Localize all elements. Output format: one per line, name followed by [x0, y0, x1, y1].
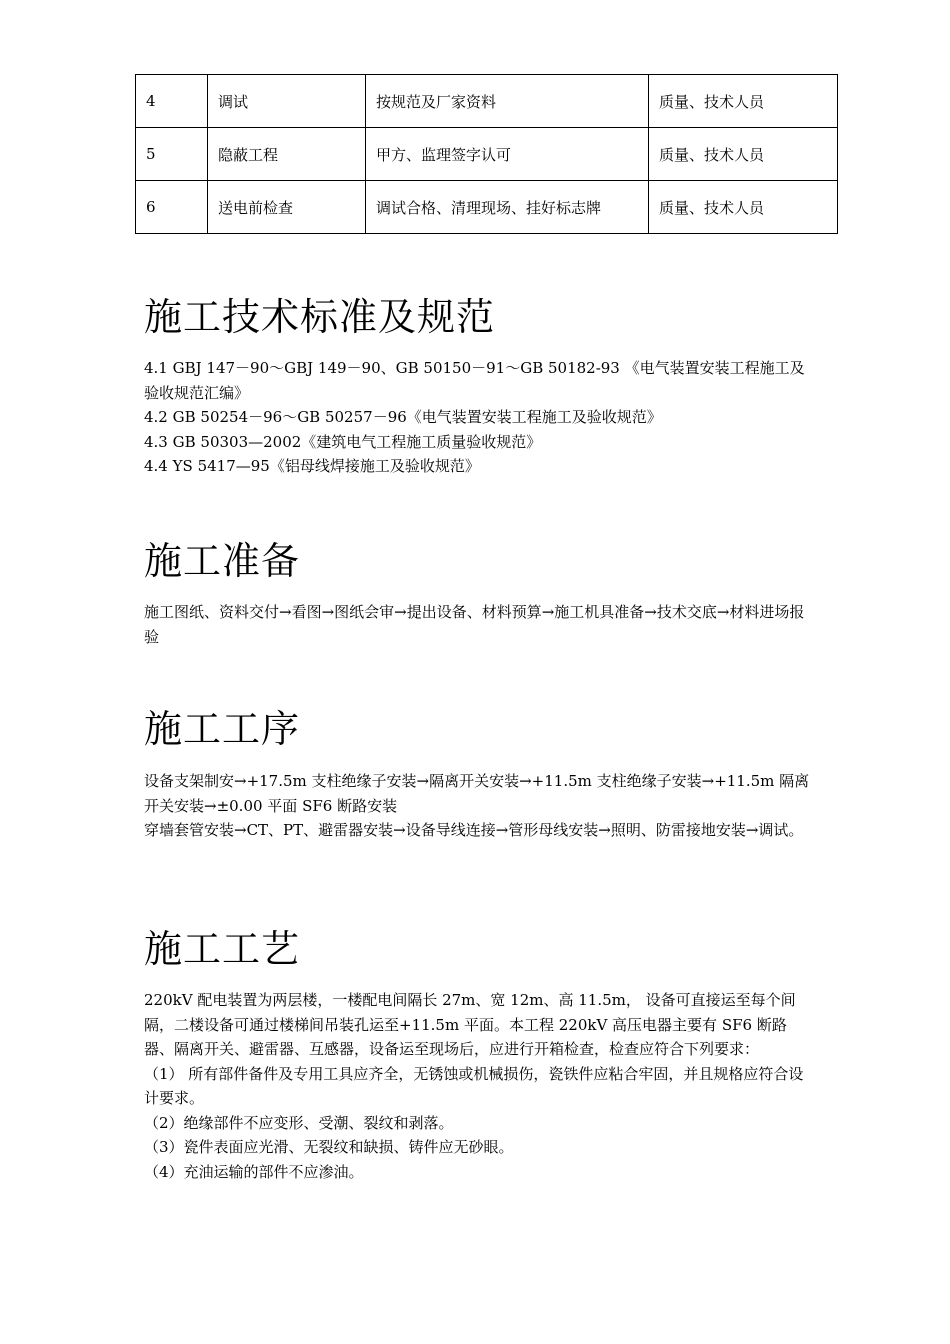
paragraph: 设备支架制安→+17.5m 支柱绝缘子安装→隔离开关安装→+11.5m 支柱绝缘子安装→+11.5m 隔离开关安装→±0.00 平面 SF6 断路安装	[144, 772, 810, 815]
section-heading-preparation: 施工准备	[144, 539, 301, 583]
table-row	[136, 181, 838, 234]
standard-item: 4.3 GB 50303—2002《建筑电气工程施工质量验收规范》	[144, 432, 542, 451]
requirement-item: （3）瓷件表面应光滑、无裂纹和缺损、铸件应无砂眼。	[144, 1138, 514, 1156]
table-cell: 6	[136, 181, 208, 234]
standard-item: 4.2 GB 50254－96～GB 50257－96《电气装置安装工程施工及验收规范》	[144, 408, 662, 426]
section-heading-process: 施工工艺	[144, 927, 301, 971]
table-row	[136, 128, 838, 181]
preparation-text	[144, 600, 810, 649]
table-row	[136, 75, 838, 128]
table-cell: 4	[136, 75, 208, 128]
paragraph: 施工图纸、资料交付→看图→图纸会审→提出设备、材料预算→施工机具准备→技术交底→材料进场报验	[144, 603, 805, 646]
process-text	[144, 988, 810, 1184]
table-cell: 送电前检查	[208, 181, 366, 234]
table-cell: 调试合格、清理现场、挂好标志牌	[366, 181, 649, 234]
section-heading-standards: 施工技术标准及规范	[144, 295, 496, 339]
table-cell: 隐蔽工程	[208, 128, 366, 181]
table-cell: 质量、技术人员	[649, 128, 838, 181]
standard-item: 4.4 YS 5417—95《铝母线焊接施工及验收规范》	[144, 457, 480, 475]
table-cell: 5	[136, 128, 208, 181]
standard-item: 4.1 GBJ 147－90～GBJ 149－90、GB 50150－91～GB 50182-93 《电气装置安装工程施工及验收规范汇编》	[144, 359, 805, 402]
section-heading-procedure: 施工工序	[144, 707, 301, 751]
procedure-text	[144, 769, 810, 843]
standards-list	[144, 356, 810, 479]
requirement-item: （1） 所有部件备件及专用工具应齐全，无锈蚀或机械损伤，瓷铁件应粘合牢固，并且规格应符合设计要求。	[144, 1064, 804, 1107]
paragraph: 220kV 配电装置为两层楼，一楼配电间隔长 27m、宽 12m、高 11.5m， 设备可直接运至每个间隔，二楼设备可通过楼梯间吊装孔运至+11.5m 平面。本工程 220kV 高压电器主要有 SF6 断路器、隔离开关、避雷器、互感器，设备运至现场后，应进行开箱检查，检查应符合下列要求：	[144, 991, 796, 1058]
table-cell: 质量、技术人员	[649, 75, 838, 128]
table-cell: 甲方、监理签字认可	[366, 128, 649, 181]
requirement-item: （4）充油运输的部件不应渗油。	[144, 1162, 364, 1181]
paragraph: 穿墙套管安装→CT、PT、避雷器安装→设备导线连接→管形母线安装→照明、防雷接地安装→调试。	[144, 821, 804, 839]
table-cell: 质量、技术人员	[649, 181, 838, 234]
table-cell: 按规范及厂家资料	[366, 75, 649, 128]
table-cell: 调试	[208, 75, 366, 128]
requirement-item: （2）绝缘部件不应变形、受潮、裂纹和剥落。	[144, 1113, 454, 1132]
inspection-table	[135, 74, 838, 234]
